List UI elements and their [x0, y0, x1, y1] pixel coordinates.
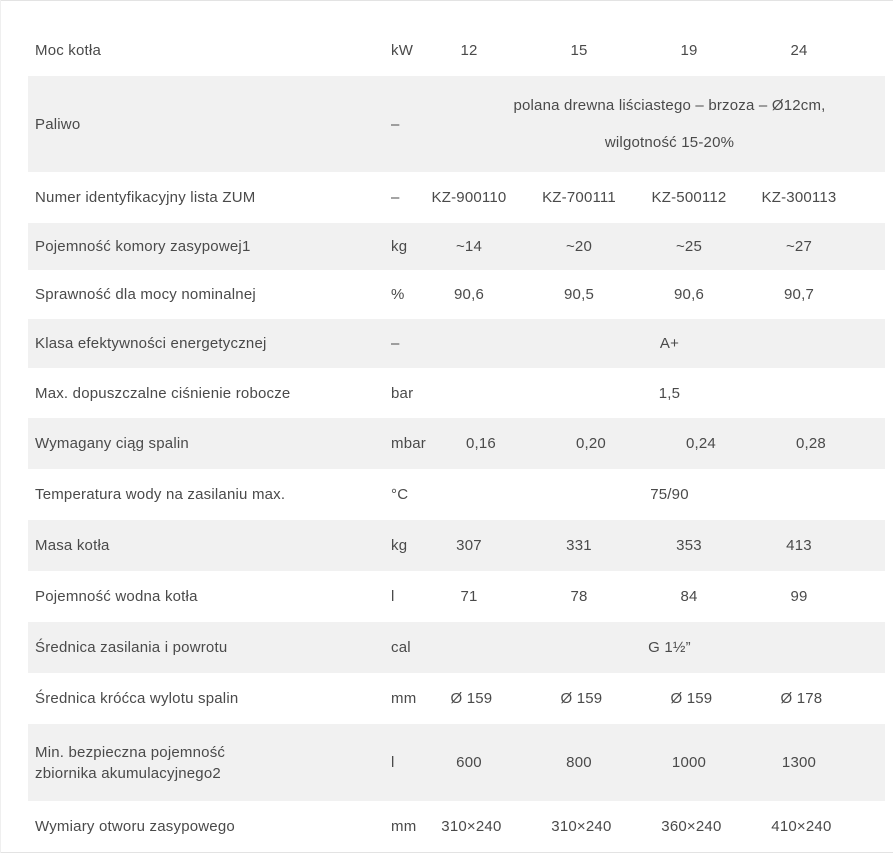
row-value: 19	[680, 41, 698, 59]
row-unit: kg	[391, 537, 408, 554]
row-unit: kg	[391, 238, 408, 255]
row-value: 360×240	[661, 818, 722, 835]
row-unit: l	[391, 754, 395, 771]
row-label: Wymiary otworu zasypowego	[35, 818, 235, 835]
row-unit: –	[391, 189, 400, 206]
row-value: 71	[460, 588, 478, 605]
row-label: Pojemność wodna kotła	[35, 588, 198, 605]
row-value: 0,16	[465, 435, 496, 452]
row-value: 310×240	[551, 818, 612, 835]
row-value: ~14	[455, 238, 483, 255]
row-value-merged-line: wilgotność 15-20%	[604, 134, 735, 151]
row-value: ~27	[785, 238, 813, 255]
row-value: 310×240	[441, 818, 502, 835]
row-unit: –	[391, 115, 400, 133]
row-values	[414, 286, 885, 303]
row-values	[414, 189, 885, 206]
spec-row	[28, 520, 885, 571]
row-value: 331	[566, 537, 592, 554]
row-label	[28, 742, 384, 784]
row-values	[414, 42, 885, 59]
row-label: Masa kotła	[35, 537, 110, 554]
row-values	[426, 435, 885, 452]
row-label: Średnica króćca wylotu spalin	[35, 690, 239, 707]
row-label: Max. dopuszczalne ciśnienie robocze	[35, 384, 291, 402]
row-unit: bar	[391, 384, 414, 402]
spec-row	[28, 76, 885, 172]
spec-table	[1, 0, 893, 853]
spec-row	[28, 24, 885, 76]
spec-row	[28, 223, 885, 270]
row-value: 90,7	[784, 286, 814, 303]
row-value: ~20	[565, 238, 593, 255]
row-label: Numer identyfikacyjny lista ZUM	[35, 189, 256, 206]
row-label: Temperatura wody na zasilaniu max.	[35, 486, 286, 503]
row-value: 78	[570, 588, 588, 605]
row-value: 1300	[781, 754, 817, 771]
row-value: KZ-500112	[651, 189, 727, 206]
row-unit: –	[391, 335, 400, 352]
row-value-merged-line: polana drewna liściastego – brzoza – Ø12cm,	[513, 97, 826, 114]
row-value: 307	[456, 537, 482, 554]
row-unit: mbar	[391, 435, 426, 452]
row-value: Ø 159	[450, 690, 493, 707]
row-value: 90,6	[454, 286, 484, 303]
row-value: KZ-900110	[431, 189, 507, 206]
row-value: 99	[790, 588, 808, 605]
row-value-merged: G 1½”	[648, 639, 691, 656]
spec-row	[28, 172, 885, 223]
row-unit: mm	[391, 818, 417, 835]
row-label: Wymagany ciąg spalin	[35, 435, 189, 452]
row-label: Moc kotła	[35, 41, 101, 59]
spec-row	[28, 469, 885, 520]
spec-row	[28, 368, 885, 418]
row-value: 0,20	[575, 435, 606, 452]
row-value: 600	[456, 754, 482, 771]
row-label: Paliwo	[35, 115, 81, 133]
row-value: 0,28	[795, 435, 826, 452]
spec-row	[28, 724, 885, 801]
row-value: 0,24	[685, 435, 716, 452]
row-values	[416, 818, 885, 835]
row-unit: l	[391, 588, 395, 605]
row-value: 90,6	[674, 286, 704, 303]
row-value: 12	[460, 41, 478, 59]
row-value: 90,5	[564, 286, 594, 303]
row-value: 15	[570, 41, 588, 59]
row-values	[414, 537, 885, 554]
row-values	[414, 238, 885, 255]
spec-row	[28, 571, 885, 622]
spec-table-rows	[1, 24, 893, 852]
row-value: Ø 178	[780, 690, 823, 707]
row-value: KZ-700111	[542, 189, 616, 206]
row-label-line: zbiornika akumulacyjnego2	[35, 764, 221, 782]
row-label: Średnica zasilania i powrotu	[35, 639, 228, 656]
row-value-merged	[414, 97, 885, 151]
row-values	[416, 690, 885, 707]
row-values	[414, 588, 885, 605]
row-value-merged: 75/90	[650, 486, 689, 503]
row-value-merged: 1,5	[658, 384, 681, 402]
row-value-merged: A+	[659, 335, 680, 352]
spec-row	[28, 418, 885, 469]
row-value: KZ-300113	[761, 189, 837, 206]
row-label: Sprawność dla mocy nominalnej	[35, 286, 256, 303]
row-value: ~25	[675, 238, 703, 255]
row-unit: kW	[391, 41, 414, 59]
row-value: 800	[566, 754, 592, 771]
row-unit: %	[391, 286, 405, 303]
row-value: 413	[786, 537, 812, 554]
spec-row	[28, 801, 885, 852]
spec-row	[28, 270, 885, 319]
row-value: Ø 159	[670, 690, 713, 707]
row-value: 1000	[671, 754, 707, 771]
row-unit: °C	[391, 486, 409, 503]
row-value: Ø 159	[560, 690, 603, 707]
row-label: Klasa efektywności energetycznej	[35, 335, 267, 352]
row-value: 84	[680, 588, 698, 605]
spec-row	[28, 622, 885, 673]
row-value: 410×240	[771, 818, 832, 835]
spec-row	[28, 673, 885, 724]
row-unit: mm	[391, 690, 417, 707]
row-value: 353	[676, 537, 702, 554]
row-label: Pojemność komory zasypowej1	[35, 238, 251, 255]
row-values	[414, 754, 885, 771]
spec-row	[28, 319, 885, 368]
row-label-line: Min. bezpieczna pojemność	[35, 743, 226, 761]
row-unit: cal	[391, 639, 411, 656]
row-value: 24	[790, 41, 808, 59]
